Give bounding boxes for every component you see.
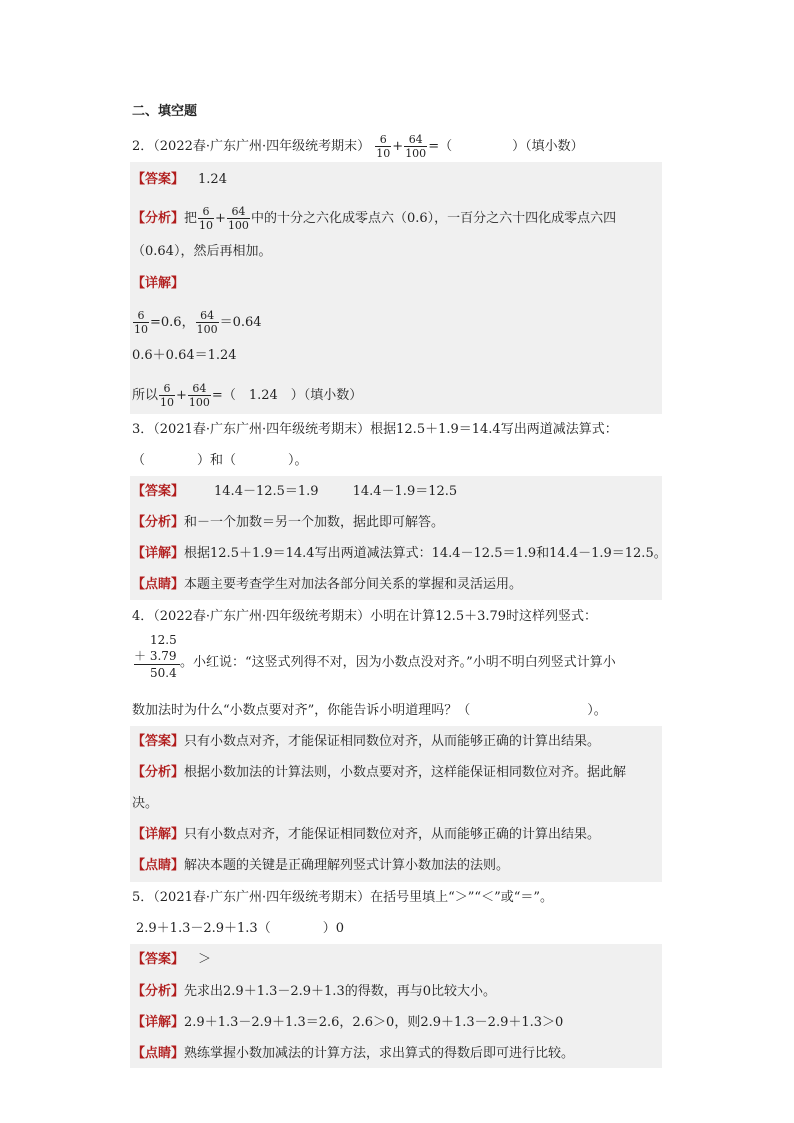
q5-detail: 【详解】2.9＋1.3－2.9＋1.3＝2.6，2.6＞0，则2.9＋1.3－2.9＋1.3＞0 [132, 1015, 564, 1030]
q2-solution-box [130, 162, 662, 414]
q3-blanks: （ ）和（ ）。 [132, 453, 308, 468]
q4-stem: 4．（2022春·广东广州·四年级统考期末）小明在计算12.5＋3.79时这样列竖式： [132, 609, 598, 624]
q2-detail-1: $\frac{6}{10}$ =0.6， $\frac{64}{100}$ ＝0.64 [134, 309, 262, 336]
q4-after-vert: 。小红说：“这竖式列得不对，因为小数点没对齐。”小明不明白列竖式计算小 [180, 655, 616, 670]
q4-analysis: 【分析】根据小数加法的计算法则，小数点要对齐，这样能保证相同数位对齐。据此解 [132, 765, 627, 780]
q5-expression: 2.9＋1.3－2.9＋1.3（ ）0 [136, 921, 344, 936]
q2-answer: 【答案】 1.24 [132, 172, 227, 187]
q2-detail-3: 所以 $\frac{6}{10}$ + $\frac{64}{100}$ =（ 1.24 ）（填小数） [132, 382, 363, 409]
q5-analysis: 【分析】先求出2.9＋1.3－2.9＋1.3的得数，再与0比较大小。 [132, 984, 496, 999]
q4-analysis-line2: 决。 [132, 796, 159, 811]
q3-detail: 【详解】根据12.5＋1.9＝14.4写出两道减法算式：14.4－12.5＝1.9和14.4－1.9＝12.5。 [132, 546, 667, 561]
q2-blank-tail: ）（填小数） [512, 139, 584, 154]
q2-analysis: 【分析】把 $\frac{6}{10}$ + $\frac{64}{100}$ 中的十分之六化成零点六（0.6），一百分之六十四化成零点六四 [132, 205, 617, 232]
q2-detail-2: 0.6＋0.64＝1.24 [132, 348, 237, 363]
q2-eq: =（ [428, 139, 453, 154]
q5-stem: 5．（2021春·广东广州·四年级统考期末）在括号里填上“＞”“＜”或“＝”。 [132, 890, 554, 905]
q2-source: （2022春·广东广州·四年级统考期末） [153, 139, 371, 154]
q3-comment: 【点睛】本题主要考查学生对加法各部分间关系的掌握和灵活运用。 [132, 577, 523, 592]
q2-analysis-line2: （0.64），然后再相加。 [132, 244, 272, 259]
q5-comment: 【点睛】熟练掌握小数加减法的计算方法，求出算式的得数后即可进行比较。 [132, 1046, 575, 1061]
q3-answer: 【答案】 14.4－12.5＝1.9 14.4－1.9＝12.5 [132, 484, 458, 499]
q2-detail-tag: 【详解】 [132, 276, 185, 291]
q2-frac2: $\frac{64}{100}$ [405, 133, 427, 160]
q4-vertical-calc: 12.5 ＋ 3.79 50.4 [134, 632, 180, 681]
q3-stem: 3．（2021春·广东广州·四年级统考期末）根据12.5＋1.9＝14.4写出两道减法算式： [132, 422, 618, 437]
q2-number: 2． [132, 139, 154, 154]
q4-detail: 【详解】只有小数点对齐，才能保证相同数位对齐，从而能够正确的计算出结果。 [132, 827, 601, 842]
q2-frac1: $\frac{6}{10}$ [376, 133, 391, 160]
q3-analysis: 【分析】和－一个加数＝另一个加数，据此即可解答。 [132, 515, 445, 530]
q2-stem: 2．（2022春·广东广州·四年级统考期末） $\frac{6}{10}$ + $\frac{64}{100}$ =（ ）（填小数） [132, 133, 584, 160]
section-title: 二、填空题 [132, 104, 198, 119]
q4-comment: 【点睛】解决本题的关键是正确理解列竖式计算小数加法的法则。 [132, 858, 510, 873]
q4-answer: 【答案】只有小数点对齐，才能保证相同数位对齐，从而能够正确的计算出结果。 [132, 734, 601, 749]
q4-line3: 数加法时为什么“小数点要对齐”，你能告诉小明道理吗？（ ）。 [132, 703, 607, 718]
q5-answer: 【答案】 ＞ [132, 952, 212, 967]
